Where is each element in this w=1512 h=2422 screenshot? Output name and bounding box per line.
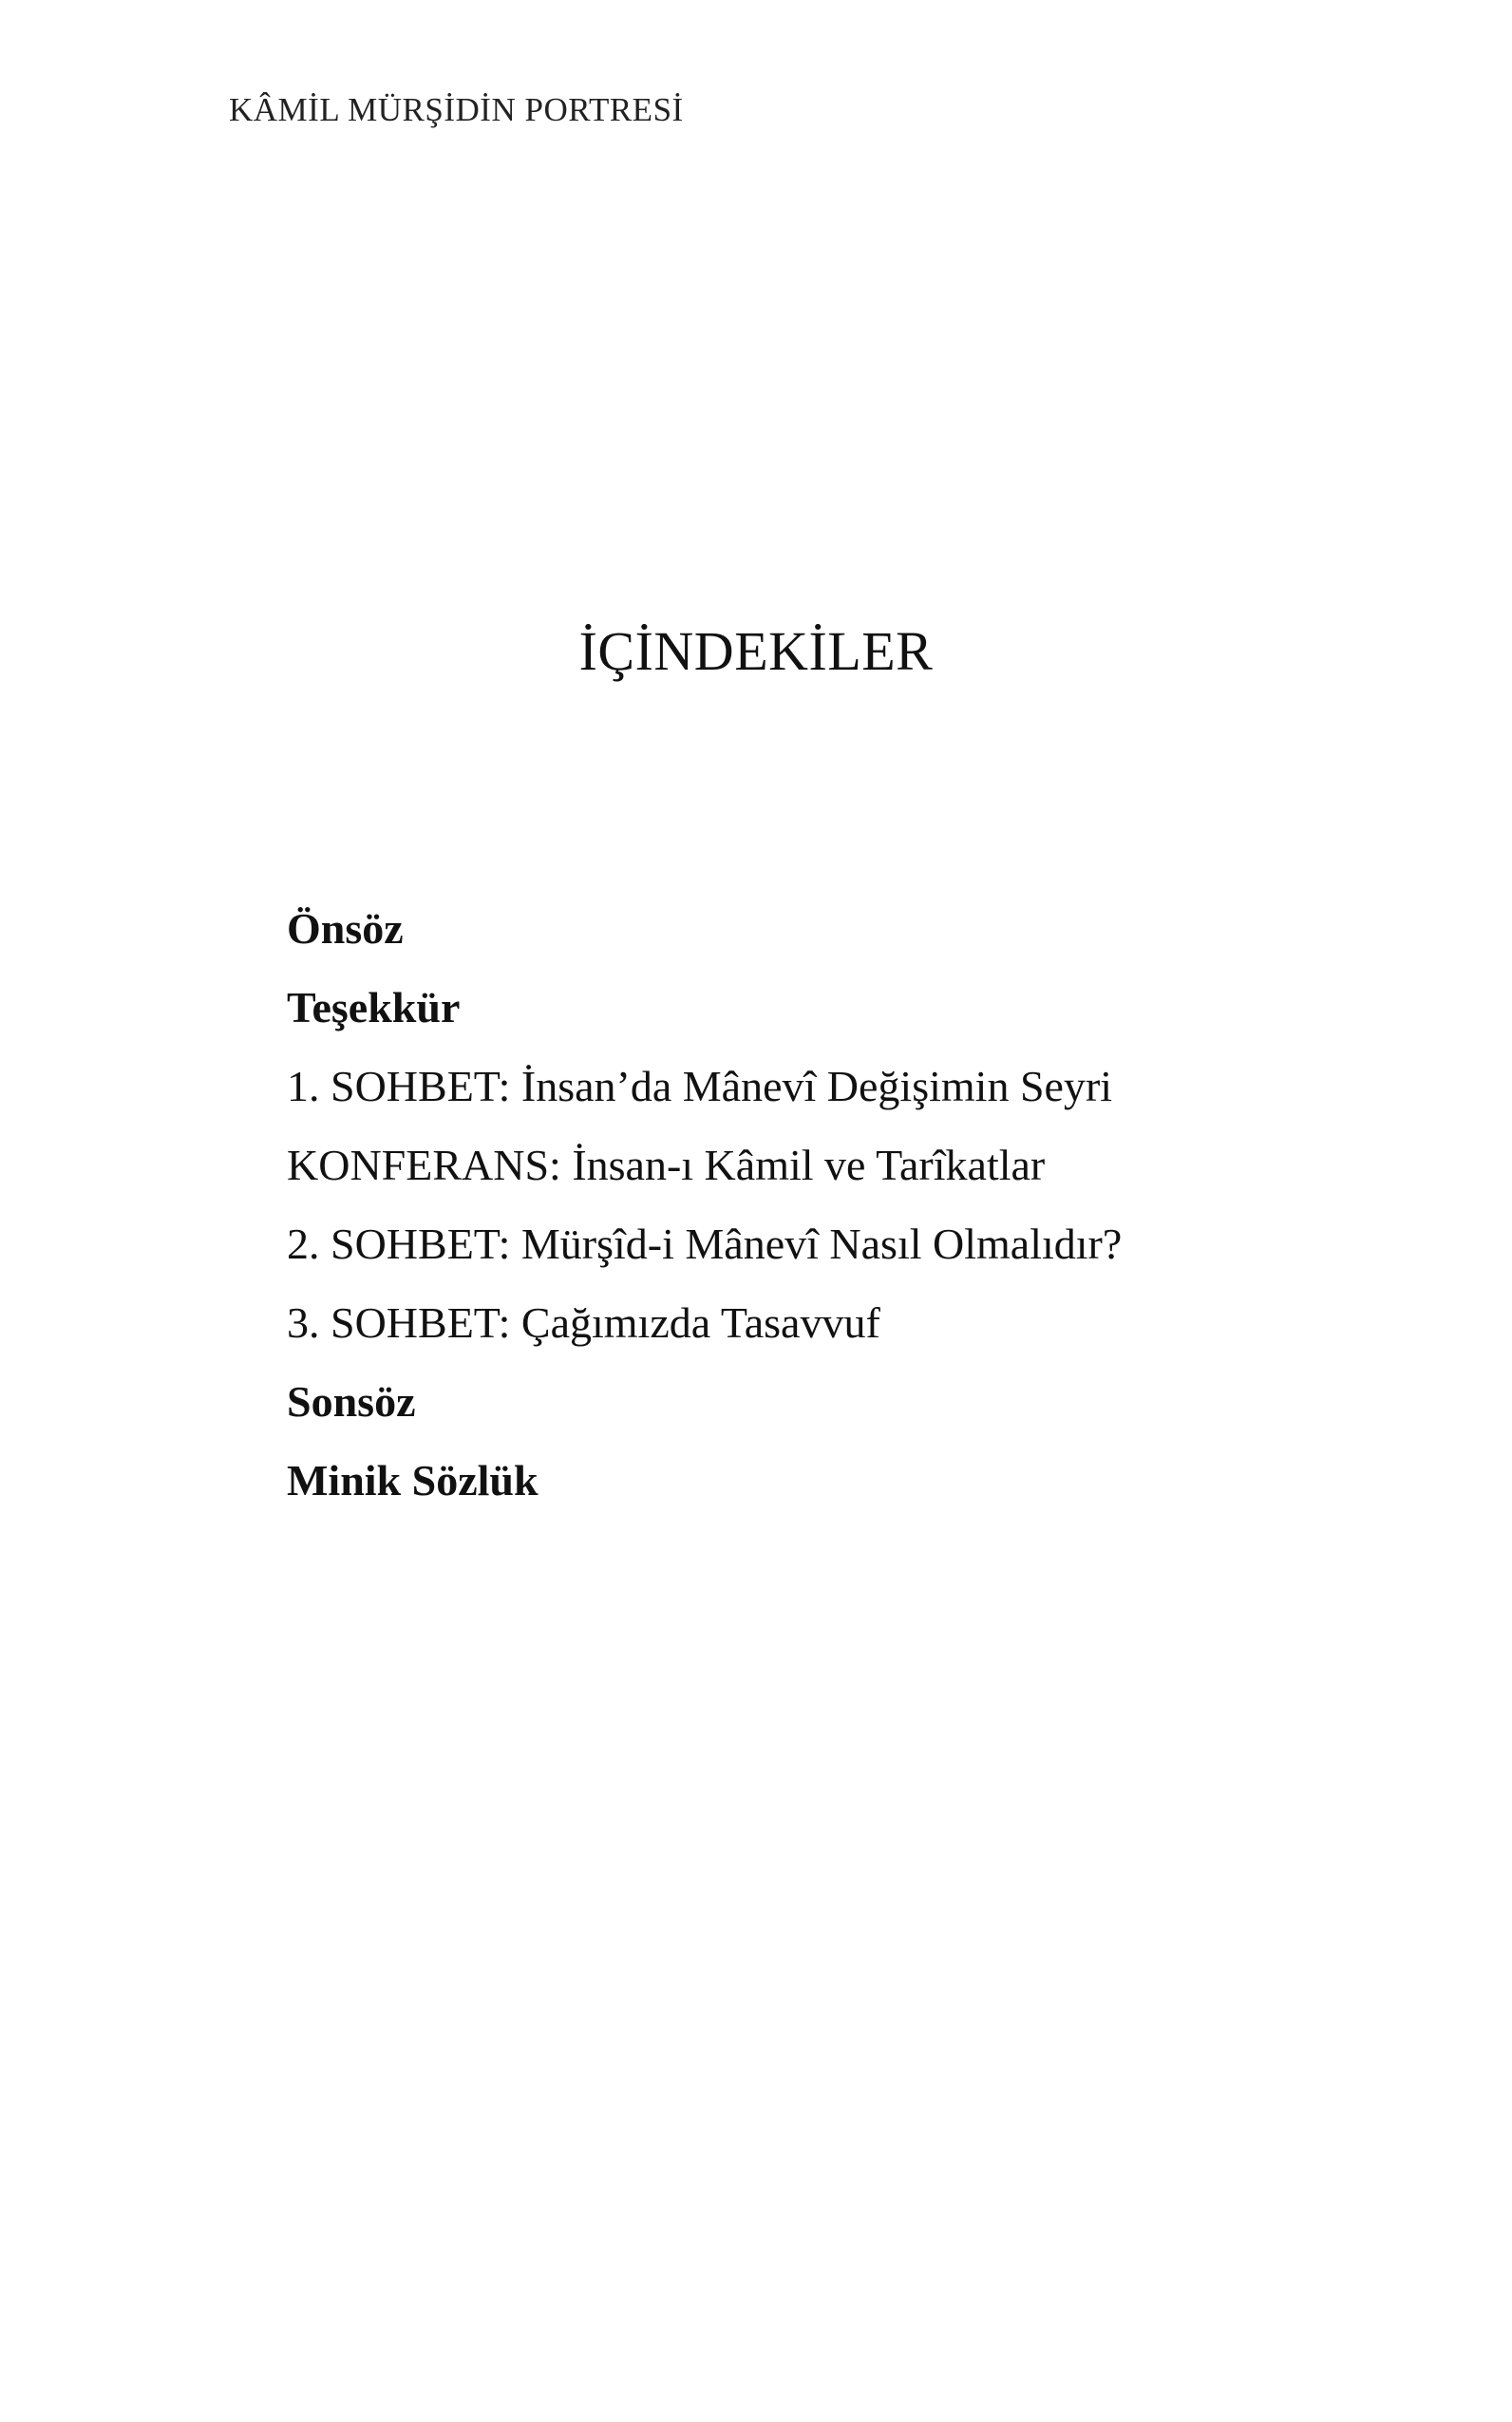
toc-item-minik-sozluk[interactable]: Minik Sözlük [287,1456,539,1504]
toc-item-konferans[interactable]: KONFERANS: İnsan-ı Kâmil ve Tarîkatlar [287,1141,1046,1189]
toc-item-onsoz[interactable]: Önsöz [287,904,404,953]
toc-item-sohbet-1[interactable]: 1. SOHBET: İnsan’da Mânevî Değişimin Seyri [287,1062,1113,1110]
toc-item-sohbet-2[interactable]: 2. SOHBET: Mürşîd-i Mânevî Nasıl Olmalıdır? [287,1220,1123,1268]
toc-item-sonsoz[interactable]: Sonsöz [287,1377,416,1426]
page-title: İÇİNDEKİLER [578,620,934,682]
toc-item-tesekkur[interactable]: Teşekkür [287,983,461,1031]
running-header: KÂMİL MÜRŞİDİN PORTRESİ [229,91,684,128]
toc-item-sohbet-3[interactable]: 3. SOHBET: Çağımızda Tasavvuf [287,1298,880,1347]
table-of-contents [287,889,1122,1520]
